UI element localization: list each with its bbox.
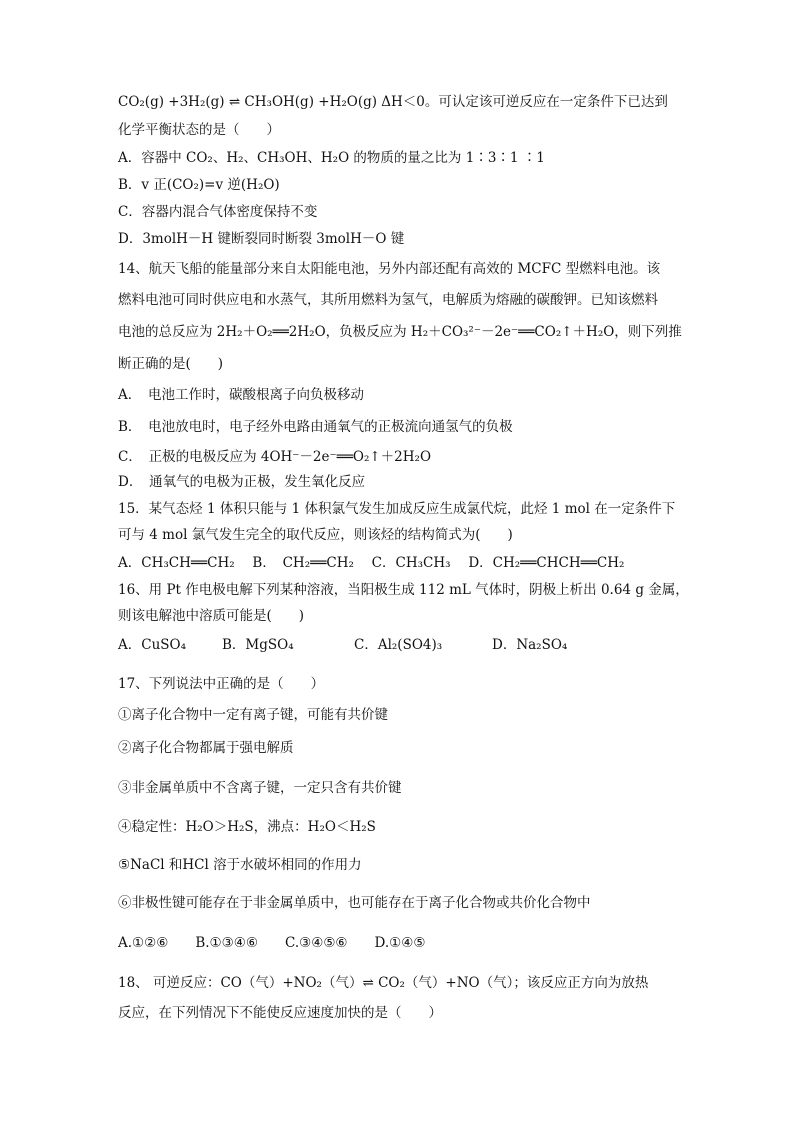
q17-statement-5: ⑤NaCl 和HCl 溶于水破坏相同的作用力 (118, 857, 362, 873)
q16-option-a: A．CuSO₄ (118, 637, 187, 653)
q17-statement-1: ①离子化合物中一定有离子键，可能有共价键 (118, 707, 388, 723)
q14-stem-line1: 14、航天飞船的能量部分来自太阳能电池，另外内部还配有高效的 MCFC 型燃料电池。该 (118, 261, 661, 277)
q16-stem-line2: 则该电解池中溶质可能是( ) (118, 608, 305, 624)
q13-stem-line2: 化学平衡状态的是（ ） (118, 122, 280, 138)
q16-option-d: D．Na₂SO₄ (492, 637, 568, 653)
q17-statement-3: ③非金属单质中不含离子键，一定只含有共价键 (118, 780, 402, 796)
q14-option-b: B． 电池放电时，电子经外电路由通氧气的正极流向通氢气的负极 (118, 419, 513, 435)
q14-stem-line2: 燃料电池可同时供应电和水蒸气，其所用燃料为氢气，电解质为熔融的碳酸钾。已知该燃料 (118, 292, 658, 308)
q13-stem-line1: CO₂(g) +3H₂(g) ⇌ CH₃OH(g) +H₂O(g) ΔH＜0。可认定该可逆反应在一定条件下已达到 (118, 94, 668, 110)
q14-stem-line3: 电池的总反应为 2H₂＋O₂══2H₂O，负极反应为 H₂＋CO₃²⁻－2e⁻══CO₂↑＋H₂O，则下列推 (118, 324, 682, 340)
q17-statement-6: ⑥非极性键可能存在于非金属单质中，也可能存在于离子化合物或共价化合物中 (118, 895, 591, 911)
q15-stem-line1: 15．某气态烃 1 体积只能与 1 体积氯气发生加成反应生成氯代烷，此烃 1 mol 在一定条件下 (118, 501, 676, 517)
q17-options: A.①②⑥ B.①③④⑥ C.③④⑤⑥ D.①④⑤ (118, 935, 426, 951)
q14-stem-line4: 断正确的是( ) (118, 356, 224, 372)
q17-stem: 17、下列说法中正确的是（ ） (118, 676, 325, 692)
q13-option-a: A．容器中 CO₂、H₂、CH₃OH、H₂O 的物质的量之比为 1∶3∶1 ∶1 (118, 150, 545, 166)
q17-statement-2: ②离子化合物都属于强电解质 (118, 740, 294, 756)
q16-option-b: B．MgSO₄ (222, 637, 294, 653)
q14-option-c: C． 正极的电极反应为 4OH⁻－2e⁻══O₂↑＋2H₂O (118, 449, 432, 465)
q17-statement-4: ④稳定性：H₂O＞H₂S，沸点：H₂O＜H₂S (118, 819, 376, 835)
q16-option-c: C．Al₂(SO4)₃ (354, 637, 443, 653)
q15-stem-line2: 可与 4 mol 氯气发生完全的取代反应，则该烃的结构简式为( ) (118, 527, 513, 543)
q13-option-d: D．3molH－H 键断裂同时断裂 3molH－O 键 (118, 231, 405, 247)
q14-option-a: A． 电池工作时，碳酸根离子向负极移动 (118, 387, 364, 403)
q13-option-c: C．容器内混合气体密度保持不变 (118, 204, 318, 220)
q13-option-b: B．v 正(CO₂)=v 逆(H₂O) (118, 177, 280, 193)
q15-options: A．CH₃CH══CH₂ B． CH₂══CH₂ C．CH₃CH₃ D．CH₂══CHCH══CH₂ (118, 555, 625, 571)
q18-stem-line2: 反应，在下列情况下不能使反应速度加快的是（ ） (118, 1005, 442, 1021)
q18-stem-line1: 18、 可逆反应：CO（气）+NO₂（气）⇌ CO₂（气）+NO（气）；该反应正方向为放热 (118, 975, 649, 991)
q14-option-d: D． 通氧气的电极为正极，发生氧化反应 (118, 474, 366, 490)
q16-stem-line1: 16、用 Pt 作电极电解下列某种溶液，当阳极生成 112 mL 气体时，阴极上析出 0.64 g 金属， (118, 582, 689, 598)
